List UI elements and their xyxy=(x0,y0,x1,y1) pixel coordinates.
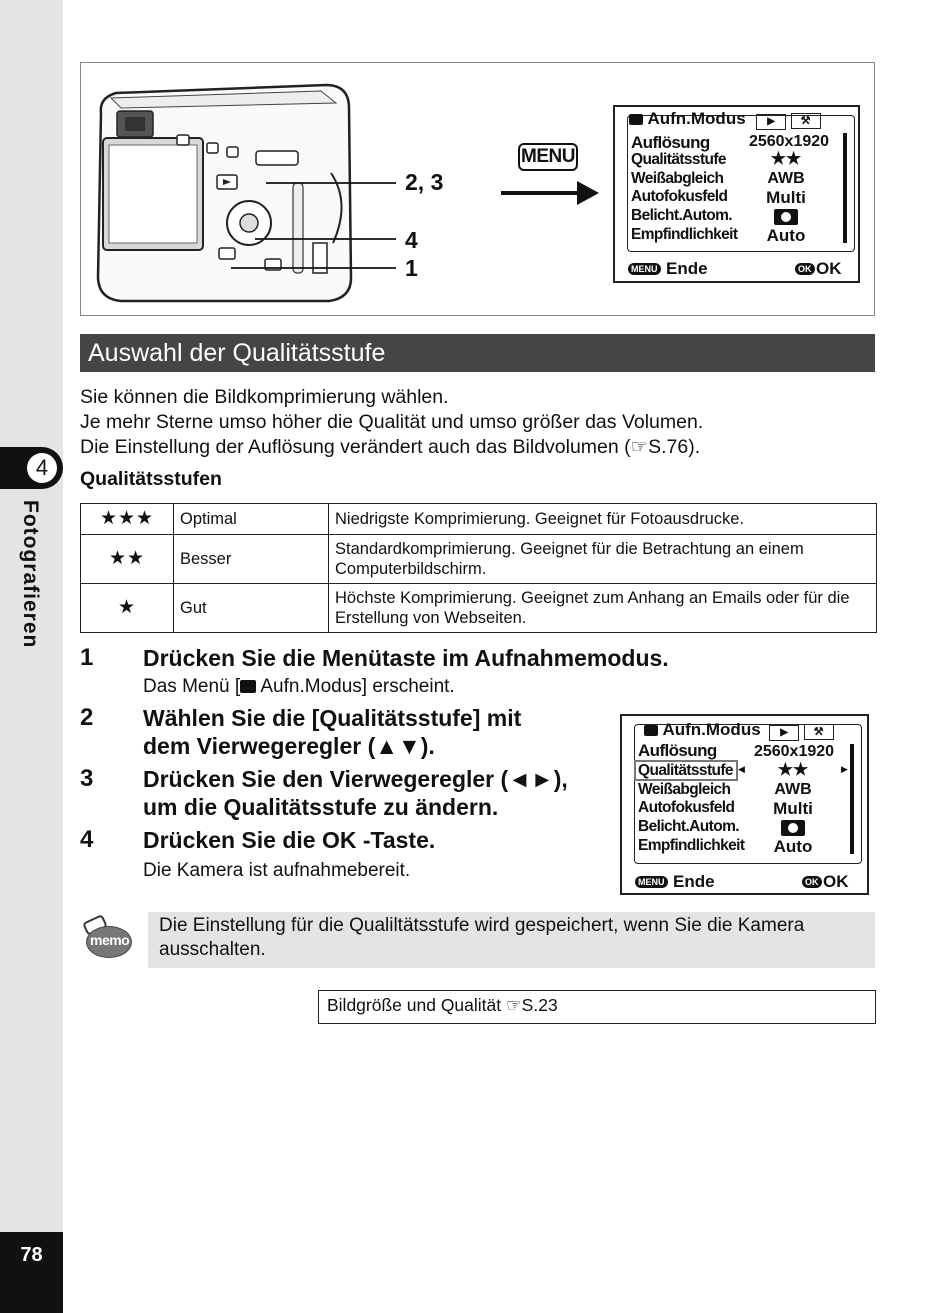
quality-description: Niedrigste Komprimierung. Geeignet für Fotoausdrucke. xyxy=(329,504,877,535)
quality-name: Optimal xyxy=(174,504,329,535)
menu-row-value: Auto xyxy=(773,837,813,856)
step-title: Drücken Sie die OK -Taste. xyxy=(143,827,436,853)
quality-description: Standardkomprimierung. Geeignet für die Betrachtung an einem Computerbildschirm. xyxy=(329,535,877,584)
step-number: 3 xyxy=(80,765,94,792)
memo-icon-label: memo xyxy=(90,932,130,948)
camera-icon xyxy=(644,725,658,736)
step-number: 4 xyxy=(80,826,94,853)
step-title: Drücken Sie die Menütaste im Aufnahmemodus. xyxy=(143,645,669,671)
step-title: Wählen Sie die [Qualitätsstufe] mit xyxy=(143,705,522,731)
menu-row-label: Empfindlichkeit xyxy=(631,226,738,243)
menu-tab-row xyxy=(644,720,834,742)
page-number: 78 xyxy=(20,1244,43,1266)
footer-exit-label: Ende xyxy=(666,259,708,278)
callout-2-3: 2, 3 xyxy=(405,169,444,195)
table-row xyxy=(81,535,877,584)
step-description: Das Menü [ Aufn.Modus] erscheint. xyxy=(143,676,455,697)
menu-row-value: ★★ xyxy=(777,760,809,779)
step-title: Drücken Sie den Vierwegeregler (◄►), xyxy=(143,766,568,792)
memo-text: Die Einstellung für die Qualiltätsstufe wird gespeichert, wenn Sie die Kamera ausschalten. xyxy=(159,915,805,960)
menu-key-icon: MENU xyxy=(635,876,668,888)
quality-stars: ★★ xyxy=(81,535,174,584)
playback-tab-icon: ▶ xyxy=(756,114,786,130)
menu-row-label: Autofokusfeld xyxy=(631,188,728,205)
intro-line: Sie können die Bildkomprimierung wählen. xyxy=(80,386,449,408)
menu-row-value: Auto xyxy=(766,226,806,245)
step-number: 2 xyxy=(80,704,94,731)
quality-name: Gut xyxy=(174,584,329,633)
menu-row-label: Auflösung xyxy=(631,133,710,152)
menu-row-value: 2560x1920 xyxy=(753,743,835,760)
footer-ok-label: OK xyxy=(823,872,849,891)
chapter-label: Fotografieren xyxy=(19,500,42,649)
callout-1: 1 xyxy=(405,255,418,281)
menu-row-label: Empfindlichkeit xyxy=(638,837,745,854)
chapter-number: 4 xyxy=(27,453,57,483)
camera-illustration xyxy=(81,63,411,313)
metering-icon xyxy=(781,820,805,836)
ok-key-icon: OK xyxy=(795,263,815,275)
quality-stars: ★ xyxy=(81,584,174,633)
menu-tab-row xyxy=(629,109,821,131)
step-title: dem Vierwegeregler (▲▼). xyxy=(143,733,435,759)
quality-menu-screen xyxy=(620,714,869,895)
menu-row-label: Qualitätsstufe xyxy=(631,151,726,168)
intro-line: Je mehr Sterne umso höher die Qualität und umso größer das Volumen. xyxy=(80,411,704,433)
step-number: 1 xyxy=(80,644,94,671)
menu-row-label: Autofokusfeld xyxy=(638,799,735,816)
playback-tab-icon: ▶ xyxy=(769,725,799,741)
menu-row-label: Auflösung xyxy=(638,741,717,760)
menu-row-value: 2560x1920 xyxy=(748,133,830,150)
menu-row-label: Weißabgleich xyxy=(638,781,731,798)
menu-row-label: Belicht.Autom. xyxy=(631,207,732,224)
camera-icon xyxy=(240,680,256,693)
step-description: Die Kamera ist aufnahmebereit. xyxy=(143,860,411,881)
quality-table xyxy=(80,503,877,633)
menu-key-icon: MENU xyxy=(628,263,661,275)
intro-line: Die Einstellung der Auflösung verändert auch das Bildvolumen (☞S.76). xyxy=(80,436,701,458)
menu-row-value: AWB xyxy=(774,781,812,798)
table-heading: Qualitätsstufen xyxy=(80,468,222,490)
arrow-right-icon xyxy=(501,178,601,208)
menu-screen xyxy=(613,105,860,283)
menu-row-label: Weißabgleich xyxy=(631,170,724,187)
menu-row-value: Multi xyxy=(766,188,806,207)
setup-tab-icon: ⚒ xyxy=(804,724,834,740)
sidebar xyxy=(0,0,63,1313)
ok-key-icon: OK xyxy=(802,876,822,888)
menu-button-label: MENU xyxy=(521,146,575,167)
camera-icon xyxy=(629,114,643,125)
intro-text xyxy=(80,385,703,460)
arrow-right-icon: ▶ xyxy=(841,764,848,774)
table-row xyxy=(81,584,877,633)
step-title: um die Qualitätsstufe zu ändern. xyxy=(143,794,499,820)
arrow-left-icon: ◀ xyxy=(738,764,745,774)
menu-row-value: AWB xyxy=(767,170,805,187)
menu-tab-active: Aufn.Modus xyxy=(647,109,746,128)
scrollbar xyxy=(843,133,847,243)
menu-button-icon xyxy=(518,143,578,171)
scrollbar xyxy=(850,744,854,854)
menu-row-value: ★★ xyxy=(770,149,802,168)
footer-exit-label: Ende xyxy=(673,872,715,891)
quality-description: Höchste Komprimierung. Geeignet zum Anhang an Emails oder für die Erstellung von Webseiten. xyxy=(329,584,877,633)
callout-4: 4 xyxy=(405,227,418,253)
section-title: Auswahl der Qualitätsstufe xyxy=(88,339,386,367)
quality-stars: ★★★ xyxy=(81,504,174,535)
menu-row-label: Belicht.Autom. xyxy=(638,818,739,835)
menu-row-value: Multi xyxy=(773,799,813,818)
footer-ok-label: OK xyxy=(816,259,842,278)
memo-icon xyxy=(82,918,132,960)
quality-name: Besser xyxy=(174,535,329,584)
table-row xyxy=(81,504,877,535)
camera-figure xyxy=(80,62,875,316)
metering-icon xyxy=(774,209,798,225)
setup-tab-icon: ⚒ xyxy=(791,113,821,129)
reference-link[interactable]: Bildgröße und Qualität ☞S.23 xyxy=(327,995,558,1015)
menu-row-label: Qualitätsstufe xyxy=(638,762,733,779)
menu-tab-active: Aufn.Modus xyxy=(662,720,761,739)
